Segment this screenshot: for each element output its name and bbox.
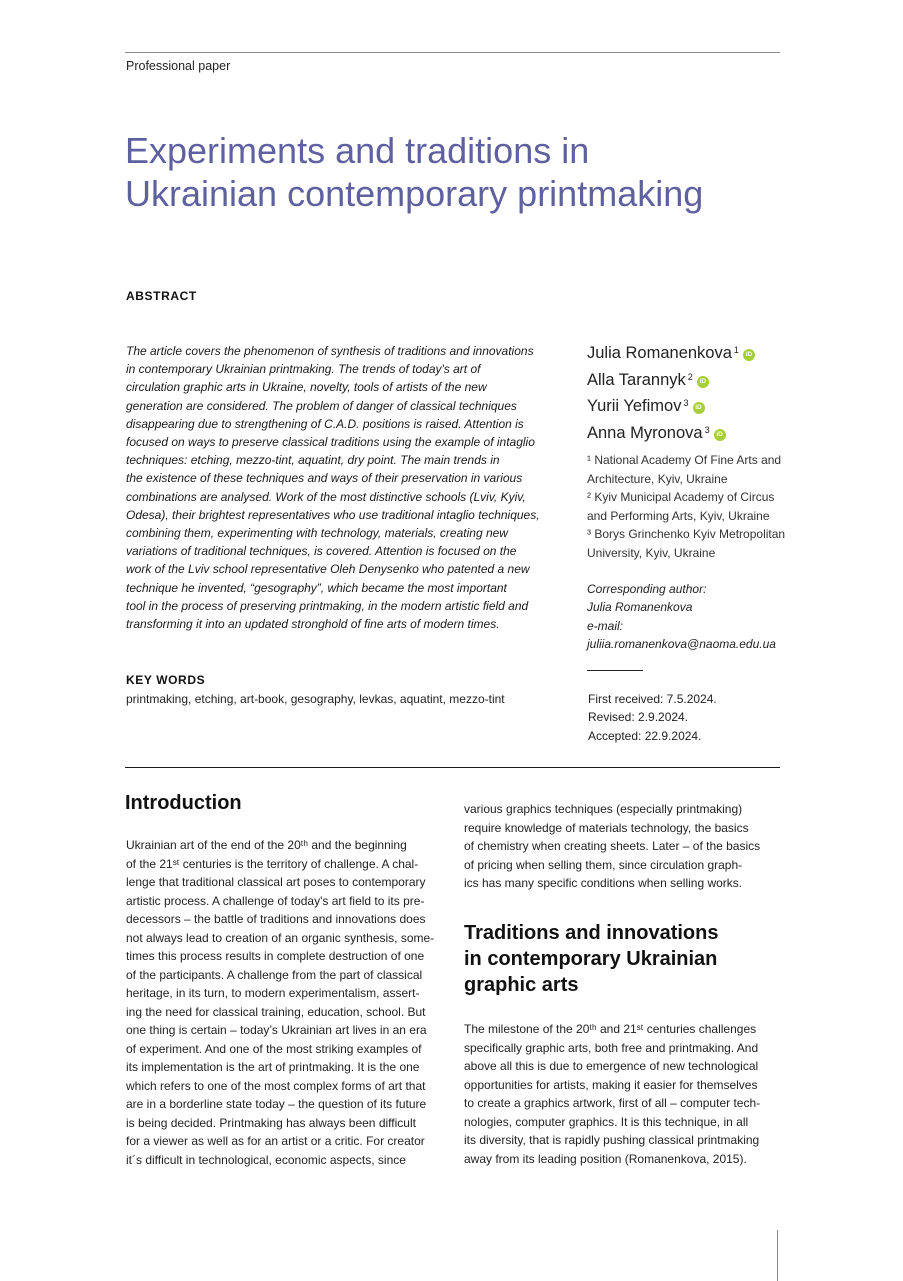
author-name: Anna Myronova xyxy=(587,423,703,442)
text-line: opportunities for artists, making it easier for themselves xyxy=(464,1077,758,1092)
text-line: require knowledge of materials technology, the basics xyxy=(464,820,749,835)
abstract-line: circulation graphic arts in Ukraine, novelty, tools of artists of the new xyxy=(126,380,487,395)
text-line: of experiment. And one of the most striking examples of xyxy=(126,1041,422,1056)
abstract-line: combining them, experimenting with technology, materials, creating new xyxy=(126,526,508,541)
corresponding-author xyxy=(587,580,776,653)
date-line: Revised: 2.9.2024. xyxy=(588,710,689,725)
orcid-icon[interactable]: iD xyxy=(697,376,709,388)
author-name: Alla Tarannyk xyxy=(587,370,686,389)
corresponding-line: Julia Romanenkova xyxy=(587,600,693,615)
text-line: Ukrainian art of the end of the 20ᵗʰ and the beginning xyxy=(126,838,407,852)
abstract-line: Odesa), their brightest representatives who use traditional intaglio techniques, xyxy=(126,507,540,522)
text-line: of chemistry when creating sheets. Later – of the basics xyxy=(464,839,761,853)
text-line: one thing is certain – today’s Ukrainian art lives in an era xyxy=(126,1023,427,1037)
text-line: lenge that traditional classical art poses to contemporary xyxy=(126,875,426,889)
text-line: its diversity, that is rapidly pushing classical printmaking xyxy=(464,1133,760,1147)
abstract-line: focused on ways to preserve classical traditions using the example of intaglio xyxy=(126,435,535,450)
abstract-line: combinations are analysed. Work of the most distinctive schools (Lviv, Kyiv, xyxy=(126,489,526,504)
text-line: artistic process. A challenge of today's art field to its pre- xyxy=(126,893,425,908)
heading-line: graphic arts xyxy=(464,974,579,996)
affiliations xyxy=(587,451,785,562)
author-name: Julia Romanenkova xyxy=(587,344,732,362)
abstract-line: transforming it into an updated stronghold of fine arts of modern times. xyxy=(126,617,500,632)
abstract-heading: ABSTRACT xyxy=(126,289,197,303)
abstract-line: The article covers the phenomenon of synthesis of traditions and innovations xyxy=(126,344,534,358)
abstract-line: techniques: etching, mezzo-tint, aquatint, dry point. The main trends in xyxy=(126,453,500,468)
introduction-heading: Introduction xyxy=(125,792,242,814)
date-line: First received: 7.5.2024. xyxy=(588,692,717,706)
author-entry xyxy=(587,339,755,366)
introduction-text xyxy=(126,836,434,1169)
abstract-line: the existence of these techniques and ways of their preservation in various xyxy=(126,471,523,486)
abstract-text xyxy=(126,342,566,633)
section-divider xyxy=(125,767,780,768)
affiliation-line: ³ Borys Grinchenko Kyiv Metropolitan xyxy=(587,527,786,541)
heading-line: Traditions and innovations xyxy=(464,922,719,944)
author-entry xyxy=(587,366,755,393)
traditions-text xyxy=(464,1020,760,1168)
text-line: to create a graphics artwork, first of all – computer tech- xyxy=(464,1096,761,1110)
author-affiliation-mark: 3 xyxy=(683,398,689,408)
abstract-line: generation are considered. The problem of danger of classical techniques xyxy=(126,398,517,413)
introduction-continued-text xyxy=(464,800,760,893)
affiliation-line: University, Kyiv, Ukraine xyxy=(587,545,716,560)
affiliation-line: Architecture, Kyiv, Ukraine xyxy=(587,471,728,486)
author-entry xyxy=(587,419,755,446)
text-line: of pricing when selling them, since circulation graph- xyxy=(464,857,743,872)
heading-line: in contemporary Ukrainian xyxy=(464,948,718,970)
corresponding-line: e-mail: xyxy=(587,618,624,633)
text-line: its implementation is the art of printmaking. It is the one xyxy=(126,1060,420,1074)
corresponding-line: juliia.romanenkova@naoma.edu.ua xyxy=(587,636,776,651)
text-line: for a viewer as well as for an artist or a critic. For creator xyxy=(126,1134,425,1148)
text-line: ing the need for classical training, education, school. But xyxy=(126,1004,426,1019)
traditions-heading xyxy=(464,920,718,998)
text-line: nologies, computer graphics. It is this technique, in all xyxy=(464,1114,749,1129)
affiliation-line: ² Kyiv Municipal Academy of Circus xyxy=(587,490,775,504)
text-line: not always lead to creation of an organic synthesis, some- xyxy=(126,930,435,945)
orcid-icon[interactable]: iD xyxy=(743,349,755,361)
author-entry xyxy=(587,392,755,419)
text-line: above all this is due to emergence of new technological xyxy=(464,1059,759,1073)
text-line: The milestone of the 20ᵗʰ and 21ˢᵗ centuries challenges xyxy=(464,1022,757,1036)
affiliation-line: ¹ National Academy Of Fine Arts and xyxy=(587,453,782,467)
affiliation-line: and Performing Arts, Kyiv, Ukraine xyxy=(587,508,770,523)
text-line: which refers to one of the most complex forms of art that xyxy=(126,1078,426,1093)
abstract-line: work of the Lviv school representative Oleh Denysenko who patented a new xyxy=(126,562,530,577)
author-affiliation-mark: 1 xyxy=(733,345,739,355)
text-line: decessors – the battle of traditions and innovations does xyxy=(126,912,426,926)
top-rule xyxy=(125,52,780,53)
abstract-line: technique he invented, “gesography”, which became the most important xyxy=(126,580,507,595)
title-line: Experiments and traditions in xyxy=(125,130,590,171)
author-affiliation-mark: 2 xyxy=(687,371,693,382)
text-line: times this process results in complete destruction of one xyxy=(126,949,425,963)
orcid-icon[interactable]: iD xyxy=(714,429,726,441)
text-line: it´s difficult in technological, economic aspects, since xyxy=(126,1152,406,1167)
author-name: Yurii Yefimov xyxy=(587,397,682,415)
text-line: is being decided. Printmaking has always been difficult xyxy=(126,1115,416,1130)
corresponding-line: Corresponding author: xyxy=(587,582,707,596)
text-line: ics has many specific conditions when selling works. xyxy=(464,876,743,890)
orcid-icon[interactable]: iD xyxy=(693,402,705,414)
text-line: of the 21ˢᵗ centuries is the territory of challenge. A chal- xyxy=(126,856,419,871)
paper-title xyxy=(125,129,785,215)
text-line: of the participants. A challenge from the part of classical xyxy=(126,967,423,982)
author-list xyxy=(587,339,755,445)
author-affiliation-mark: 3 xyxy=(704,424,710,435)
text-line: heritage, in its turn, to modern experimentalism, assert- xyxy=(126,986,420,1000)
submission-dates xyxy=(588,690,717,745)
text-line: are in a borderline state today – the question of its future xyxy=(126,1097,427,1111)
abstract-line: tool in the process of preserving printmaking, in the modern artistic field and xyxy=(126,598,529,613)
title-line: Ukrainian contemporary printmaking xyxy=(125,173,704,214)
page-edge-rule xyxy=(777,1230,778,1281)
abstract-line: variations of traditional techniques, is covered. Attention is focused on the xyxy=(126,544,517,559)
short-divider xyxy=(587,670,643,671)
abstract-line: in contemporary Ukrainian printmaking. The trends of today's art of xyxy=(126,362,481,377)
date-line: Accepted: 22.9.2024. xyxy=(588,728,702,743)
keywords-text: printmaking, etching, art-book, gesography, levkas, aquatint, mezzo-tint xyxy=(126,692,505,706)
text-line: various graphics techniques (especially printmaking) xyxy=(464,802,743,816)
text-line: away from its leading position (Romanenkova, 2015). xyxy=(464,1151,747,1166)
text-line: specifically graphic arts, both free and printmaking. And xyxy=(464,1040,759,1055)
paper-type-label: Professional paper xyxy=(126,59,231,73)
keywords-heading: KEY WORDS xyxy=(126,673,206,687)
abstract-line: disappearing due to strengthening of C.A.D. positions is raised. Attention is xyxy=(126,416,524,431)
